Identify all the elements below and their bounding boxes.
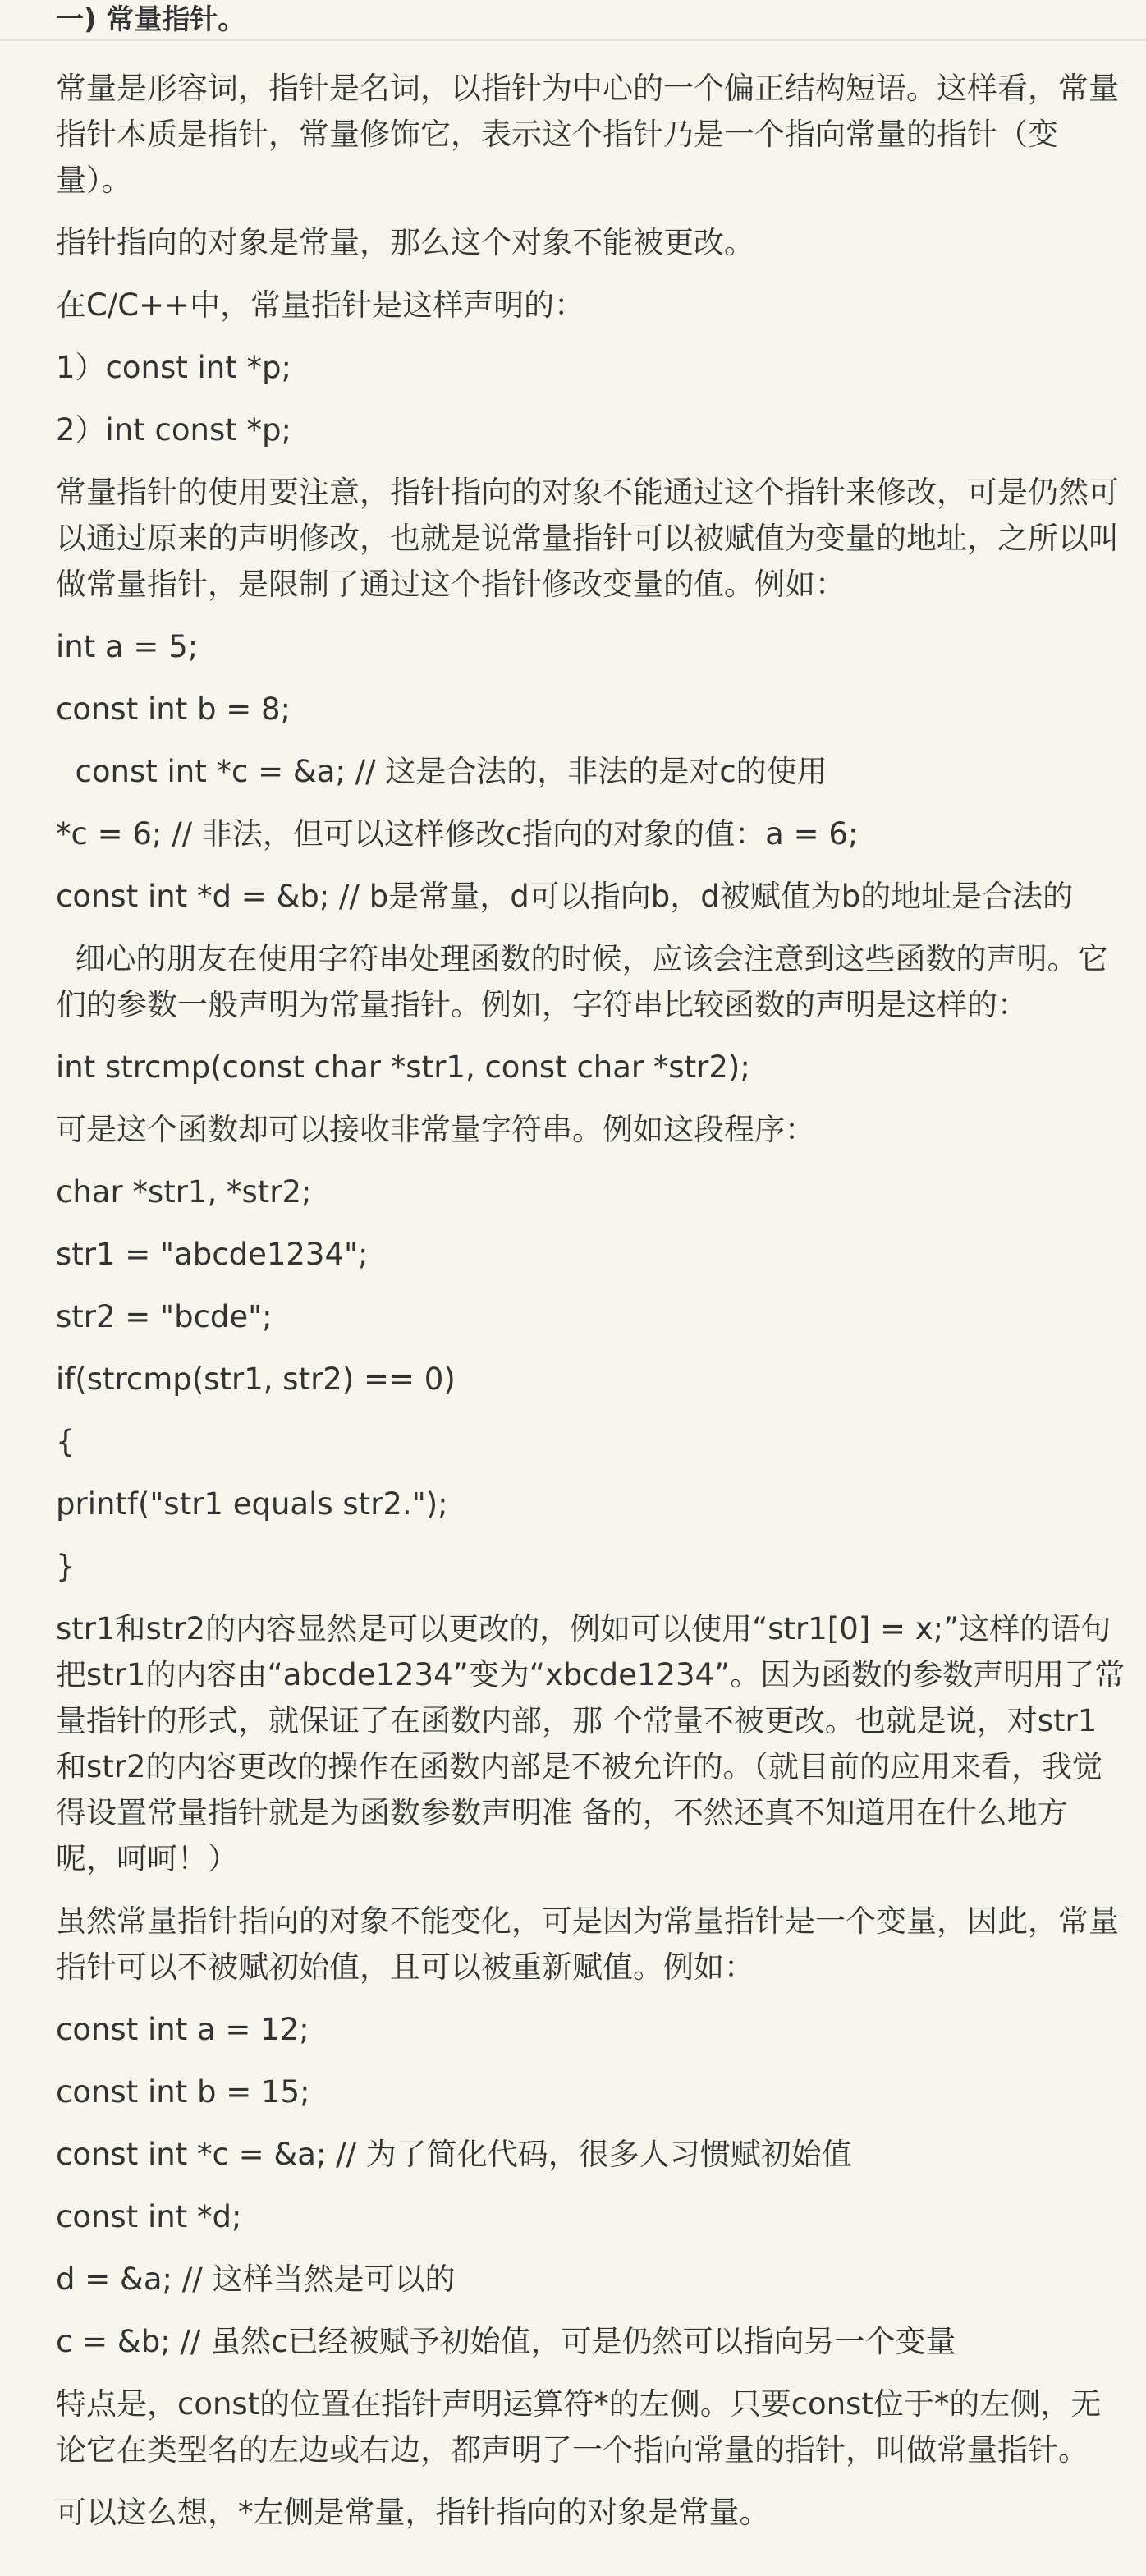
- article-body: [0, 41, 1146, 2536]
- code-line: c = &b; // 虽然c已经被赋予初始值，可是仍然可以指向另一个变量: [56, 2324, 956, 2359]
- paragraph: 细心的朋友在使用字符串处理函数的时候，应该会注意到这些函数的声明。它们的参数一般声明为常量指针。例如，字符串比较函数的声明是这样的：: [56, 941, 1108, 1022]
- code-line: if(strcmp(str1, str2) == 0): [56, 1361, 456, 1397]
- code-line: 1）const int *p;: [56, 350, 291, 385]
- paragraph: 指针指向的对象是常量，那么这个对象不能被更改。: [56, 225, 754, 260]
- code-line: str1 = "abcde1234";: [56, 1237, 369, 1272]
- paragraph: 可是这个函数却可以接收非常量字符串。例如这段程序：: [56, 1112, 815, 1147]
- code-line: printf("str1 equals str2.");: [56, 1486, 448, 1522]
- paragraph: str1和str2的内容显然是可以更改的，例如可以使用“str1[0] = x;”这样的语句把str1的内容由“abcde1234”变为“xbcde1234”。因为函数的参数声明用了常量指针的形式，就保证了在函数内部，那 个常量不被更改。也就是说，对str1和str2的内容更改的操作在函数内部是不被允许的。（就目前的应用来看，我觉得设置常量指针就是为函数参数声明准 备的，不然还真不知道用在什么地方呢，呵呵！）: [56, 1611, 1125, 1876]
- paragraph: 特点是，const的位置在指针声明运算符*的左侧。只要const位于*的左侧，无论它在类型名的左边或右边，都声明了一个指向常量的指针，叫做常量指针。: [56, 2386, 1102, 2468]
- code-line: const int a = 12;: [56, 2012, 309, 2047]
- code-line: const int b = 15;: [56, 2074, 310, 2110]
- paragraph: 常量指针的使用要注意，指针指向的对象不能通过这个指针来修改，可是仍然可以通过原来的声明修改，也就是说常量指针可以被赋值为变量的地址，之所以叫做常量指针，是限制了通过这个指针修改变量的值。例如：: [56, 475, 1119, 602]
- code-line: const int *d = &b; // b是常量，d可以指向b，d被赋值为b的地址是合法的: [56, 879, 1074, 914]
- code-line: int strcmp(const char *str1, const char *str2);: [56, 1049, 750, 1085]
- code-line: char *str1, *str2;: [56, 1174, 312, 1210]
- code-line: const int *c = &a; // 这是合法的，非法的是对c的使用: [56, 754, 827, 789]
- code-line: int a = 5;: [56, 629, 199, 664]
- section-header: [0, 0, 1146, 41]
- paragraph: 虽然常量指针指向的对象不能变化，可是因为常量指针是一个变量，因此，常量指针可以不被赋初始值，且可以被重新赋值。例如：: [56, 1903, 1119, 1985]
- code-line: str2 = "bcde";: [56, 1299, 273, 1334]
- paragraph: 可以这么想，*左侧是常量，指针指向的对象是常量。: [56, 2495, 770, 2530]
- code-line: const int *d;: [56, 2199, 242, 2234]
- code-line: d = &a; // 这样当然是可以的: [56, 2261, 456, 2297]
- code-line: {: [56, 1424, 76, 1459]
- section-heading: 一) 常量指针。: [56, 3, 246, 36]
- paragraph: 在C/C++中，常量指针是这样声明的：: [56, 287, 585, 323]
- code-line: const int b = 8;: [56, 691, 291, 727]
- code-line: *c = 6; // 非法，但可以这样修改c指向的对象的值：a = 6;: [56, 816, 859, 852]
- code-line: 2）int const *p;: [56, 412, 291, 448]
- code-line: }: [56, 1549, 76, 1584]
- code-line: const int *c = &a; // 为了简化代码，很多人习惯赋初始值: [56, 2137, 852, 2172]
- paragraph: 常量是形容词，指针是名词，以指针为中心的一个偏正结构短语。这样看，常量指针本质是指针，常量修饰它，表示这个指针乃是一个指向常量的指针（变量）。: [56, 71, 1119, 198]
